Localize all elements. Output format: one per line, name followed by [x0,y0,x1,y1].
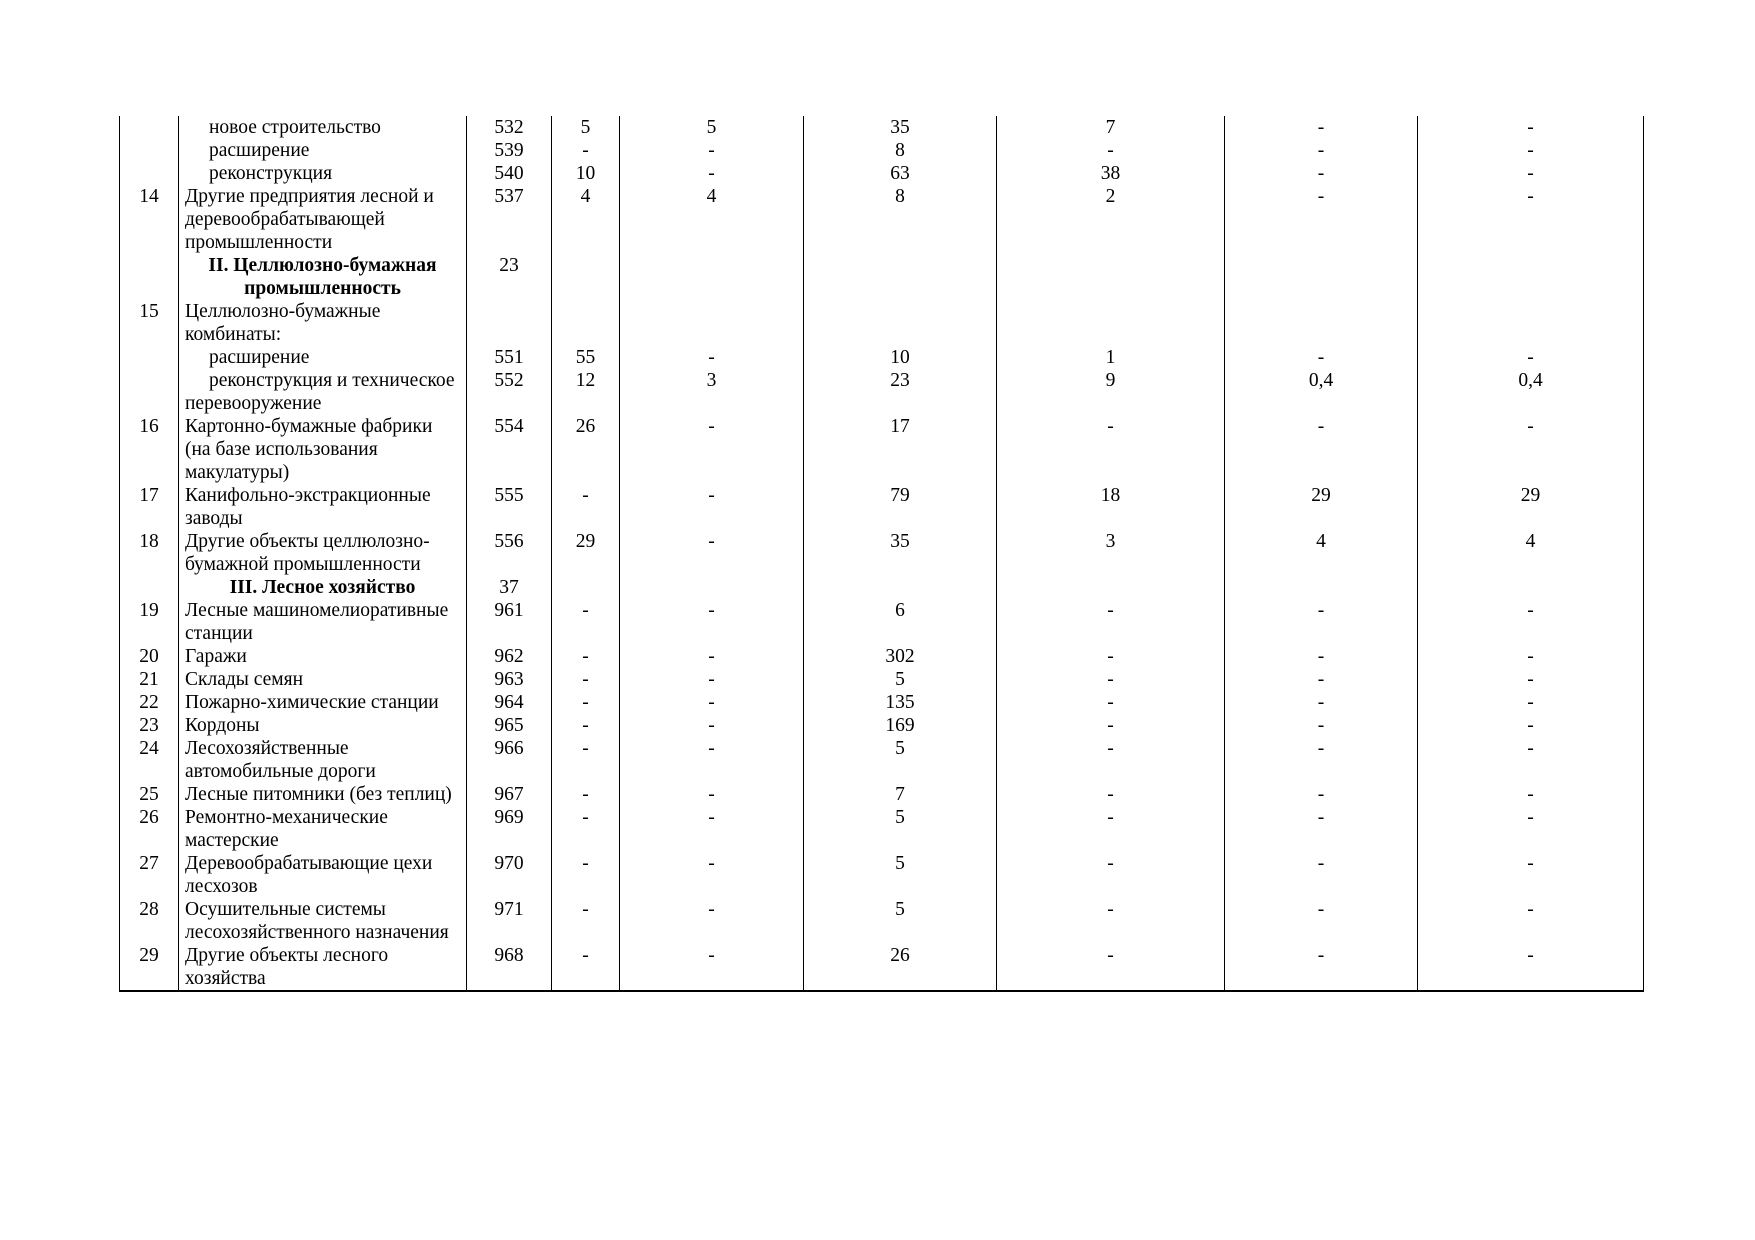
object-name: реконструкция [179,162,467,185]
object-name: Ремонтно-механические мастерские [179,806,467,852]
value-cell: - [1225,783,1418,806]
object-name: Кордоны [179,714,467,737]
row-number: 29 [120,944,179,991]
table-row [120,530,1644,576]
value-cell: - [997,139,1225,162]
row-number: 24 [120,737,179,783]
value-cell: - [552,691,620,714]
value-cell: 5 [804,852,997,898]
value-cell: - [620,691,804,714]
value-cell: - [552,714,620,737]
value-cell: 38 [997,162,1225,185]
value-cell: - [1418,783,1644,806]
value-cell: 5 [804,737,997,783]
value-cell: 3 [997,530,1225,576]
value-cell: - [1225,116,1418,139]
value-cell: - [1418,185,1644,254]
row-number [120,162,179,185]
table-row [120,484,1644,530]
object-code: 23 [467,254,552,300]
value-cell: - [1225,415,1418,484]
value-cell [1418,254,1644,300]
value-cell: - [620,898,804,944]
table-row [120,714,1644,737]
object-code: 970 [467,852,552,898]
value-cell: - [1418,806,1644,852]
value-cell: 79 [804,484,997,530]
value-cell: - [1418,898,1644,944]
value-cell: - [1418,599,1644,645]
value-cell [620,254,804,300]
value-cell: - [1418,415,1644,484]
value-cell: - [997,783,1225,806]
value-cell: 2 [997,185,1225,254]
table-row [120,116,1644,139]
row-number: 16 [120,415,179,484]
object-name: Склады семян [179,668,467,691]
value-cell: - [1418,852,1644,898]
row-number [120,254,179,300]
value-cell: 4 [620,185,804,254]
value-cell: - [997,737,1225,783]
table-row [120,162,1644,185]
value-cell: 29 [1418,484,1644,530]
object-code: 969 [467,806,552,852]
object-code: 537 [467,185,552,254]
value-cell: - [997,806,1225,852]
table-row [120,346,1644,369]
value-cell: 29 [552,530,620,576]
value-cell: - [1418,944,1644,991]
table-row [120,369,1644,415]
row-number: 17 [120,484,179,530]
value-cell: - [1225,714,1418,737]
value-cell: - [1225,852,1418,898]
value-cell: - [1418,668,1644,691]
value-cell [1418,300,1644,346]
table-row [120,737,1644,783]
value-cell [997,576,1225,599]
value-cell: - [620,346,804,369]
value-cell: - [620,806,804,852]
value-cell: - [1418,162,1644,185]
value-cell: 5 [804,898,997,944]
object-code: 962 [467,645,552,668]
value-cell: 8 [804,185,997,254]
object-name: Другие объекты целлюлозно-бумажной промышленности [179,530,467,576]
table-row [120,185,1644,254]
table-row [120,806,1644,852]
value-cell [620,300,804,346]
object-name: Осушительные системы лесохозяйственного назначения [179,898,467,944]
value-cell [804,300,997,346]
table-row [120,783,1644,806]
value-cell: - [552,806,620,852]
object-code: 551 [467,346,552,369]
table-row [120,599,1644,645]
table-row [120,576,1644,599]
value-cell: 0,4 [1225,369,1418,415]
value-cell: 5 [552,116,620,139]
object-name: Гаражи [179,645,467,668]
value-cell [552,300,620,346]
value-cell: 18 [997,484,1225,530]
row-number: 21 [120,668,179,691]
table-row [120,668,1644,691]
row-number [120,369,179,415]
data-table [119,116,1644,992]
value-cell: 5 [804,806,997,852]
table-row [120,944,1644,991]
section-heading: II. Целлюлозно-бумажная промышленность [179,254,467,300]
table-body [120,116,1644,991]
value-cell: 63 [804,162,997,185]
object-name: расширение [179,346,467,369]
value-cell: - [1418,645,1644,668]
value-cell: - [552,484,620,530]
object-code: 967 [467,783,552,806]
value-cell: - [620,944,804,991]
value-cell [620,576,804,599]
value-cell: - [552,944,620,991]
value-cell: - [552,645,620,668]
value-cell [997,254,1225,300]
value-cell: 55 [552,346,620,369]
value-cell: - [997,645,1225,668]
row-number [120,576,179,599]
row-number: 22 [120,691,179,714]
value-cell: - [552,852,620,898]
object-name: Лесохозяйственные автомобильные дороги [179,737,467,783]
value-cell: 4 [1225,530,1418,576]
row-number: 26 [120,806,179,852]
value-cell: 135 [804,691,997,714]
object-code: 556 [467,530,552,576]
object-code: 540 [467,162,552,185]
value-cell: - [1225,737,1418,783]
object-name: Целлюлозно-бумажные комбинаты: [179,300,467,346]
object-code: 555 [467,484,552,530]
object-code: 532 [467,116,552,139]
value-cell: - [552,599,620,645]
value-cell: - [620,737,804,783]
row-number [120,139,179,162]
object-code: 964 [467,691,552,714]
table-row [120,415,1644,484]
value-cell: - [997,898,1225,944]
value-cell: - [1225,162,1418,185]
value-cell: - [1225,599,1418,645]
value-cell: - [620,162,804,185]
value-cell: - [997,691,1225,714]
value-cell: - [1418,714,1644,737]
value-cell: - [620,530,804,576]
value-cell: 26 [552,415,620,484]
value-cell: - [997,668,1225,691]
value-cell: - [1225,898,1418,944]
object-code: 971 [467,898,552,944]
value-cell: 169 [804,714,997,737]
value-cell: 10 [552,162,620,185]
row-number [120,346,179,369]
value-cell: - [552,668,620,691]
value-cell: - [997,852,1225,898]
value-cell [1225,254,1418,300]
value-cell: 4 [552,185,620,254]
value-cell: - [620,599,804,645]
row-number [120,116,179,139]
row-number: 19 [120,599,179,645]
value-cell [1225,576,1418,599]
row-number: 18 [120,530,179,576]
value-cell: - [552,139,620,162]
object-code: 539 [467,139,552,162]
object-name: Картонно-бумажные фабрики (на базе использования макулатуры) [179,415,467,484]
object-name: реконструкция и техническое перевооружение [179,369,467,415]
value-cell: 7 [997,116,1225,139]
row-number: 25 [120,783,179,806]
value-cell: 10 [804,346,997,369]
value-cell: - [1225,645,1418,668]
value-cell: - [620,645,804,668]
object-name: Лесные питомники (без теплиц) [179,783,467,806]
row-number: 20 [120,645,179,668]
value-cell: - [1225,139,1418,162]
object-code: 965 [467,714,552,737]
object-code: 552 [467,369,552,415]
value-cell [552,254,620,300]
value-cell: - [552,783,620,806]
value-cell: - [997,944,1225,991]
table-row [120,898,1644,944]
value-cell: - [1418,346,1644,369]
value-cell: - [1225,185,1418,254]
value-cell: 4 [1418,530,1644,576]
value-cell: - [997,714,1225,737]
object-name: Лесные машиномелиоративные станции [179,599,467,645]
value-cell: 6 [804,599,997,645]
value-cell: - [1225,346,1418,369]
object-name: Другие предприятия лесной и деревообрабатывающей промышленности [179,185,467,254]
table-row [120,139,1644,162]
value-cell [552,576,620,599]
value-cell: 35 [804,116,997,139]
object-name: Пожарно-химические станции [179,691,467,714]
value-cell: 9 [997,369,1225,415]
object-code: 961 [467,599,552,645]
value-cell: 26 [804,944,997,991]
value-cell: - [1225,691,1418,714]
value-cell: 35 [804,530,997,576]
value-cell: 0,4 [1418,369,1644,415]
value-cell: 23 [804,369,997,415]
value-cell: 1 [997,346,1225,369]
object-code: 963 [467,668,552,691]
row-number: 14 [120,185,179,254]
value-cell: - [620,852,804,898]
value-cell: - [620,714,804,737]
value-cell: - [620,139,804,162]
value-cell: - [620,415,804,484]
value-cell: 12 [552,369,620,415]
value-cell [804,254,997,300]
value-cell: 5 [804,668,997,691]
value-cell: 29 [1225,484,1418,530]
value-cell: - [997,599,1225,645]
row-number: 27 [120,852,179,898]
value-cell: - [1418,691,1644,714]
value-cell: 7 [804,783,997,806]
table-row [120,691,1644,714]
object-name: новое строительство [179,116,467,139]
value-cell: - [552,737,620,783]
row-number: 15 [120,300,179,346]
object-name: расширение [179,139,467,162]
value-cell: 302 [804,645,997,668]
value-cell: - [620,668,804,691]
value-cell: 8 [804,139,997,162]
table-row [120,645,1644,668]
value-cell: - [1225,944,1418,991]
value-cell: 3 [620,369,804,415]
value-cell: 17 [804,415,997,484]
table-row [120,852,1644,898]
value-cell: - [620,783,804,806]
object-code: 37 [467,576,552,599]
object-code: 966 [467,737,552,783]
row-number: 28 [120,898,179,944]
value-cell [1418,576,1644,599]
value-cell: - [1418,737,1644,783]
object-code: 968 [467,944,552,991]
value-cell: - [1418,116,1644,139]
object-code [467,300,552,346]
value-cell: 5 [620,116,804,139]
value-cell [804,576,997,599]
object-name: Деревообрабатывающие цехи лесхозов [179,852,467,898]
value-cell [997,300,1225,346]
value-cell: - [620,484,804,530]
value-cell: - [552,898,620,944]
object-name: Канифольно-экстракционные заводы [179,484,467,530]
value-cell: - [1418,139,1644,162]
table-row [120,254,1644,300]
table-row [120,300,1644,346]
object-code: 554 [467,415,552,484]
value-cell [1225,300,1418,346]
row-number: 23 [120,714,179,737]
object-name: Другие объекты лесного хозяйства [179,944,467,991]
value-cell: - [997,415,1225,484]
value-cell: - [1225,806,1418,852]
section-heading: III. Лесное хозяйство [179,576,467,599]
value-cell: - [1225,668,1418,691]
